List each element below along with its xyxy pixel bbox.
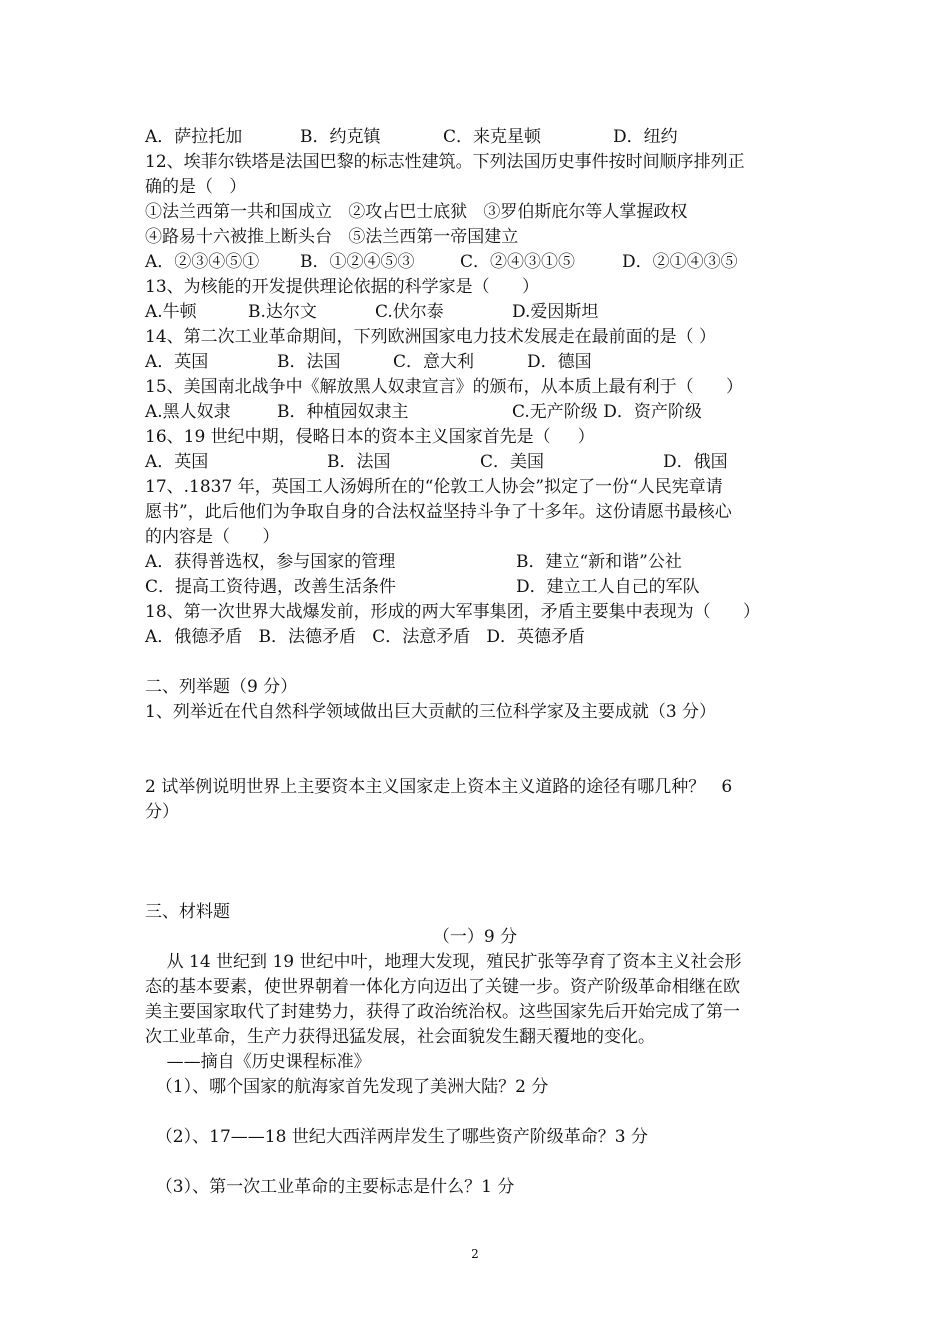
- q14-option-c: C．意大利: [393, 352, 475, 372]
- q16-option-c: C．美国: [480, 452, 545, 472]
- q13-option-c: C.伏尔泰: [375, 302, 444, 322]
- q13-option-d: D.爱因斯坦: [512, 302, 599, 322]
- q15-option-cd: C.无产阶级 D．资产阶级: [512, 402, 702, 422]
- q13-stem: 13、为核能的开发提供理论依据的科学家是（ ）: [145, 277, 540, 297]
- q14-stem: 14、第二次工业革命期间，下列欧洲国家电力技术发展走在最前面的是（ ）: [145, 327, 717, 347]
- q11-option-d: D．纽约: [613, 127, 678, 147]
- material-question1: （1）、哪个国家的航海家首先发现了美洲大陆？2 分: [145, 1077, 549, 1097]
- section2-question2-line1: 2 试举例说明世界上主要资本主义国家走上资本主义道路的途径有哪几种？ 6: [145, 777, 733, 797]
- q13-option-a: A.牛顿: [145, 302, 197, 322]
- q11-option-a: A．萨拉托加: [145, 127, 243, 147]
- q15-option-a: A.黑人奴隶: [145, 402, 231, 422]
- q17-stem-line1: 17、.1837 年，英国工人汤姆所在的“伦敦工人协会”拟定了一份“人民宪章请: [145, 477, 723, 497]
- material-paragraph-line1: 从 14 世纪到 19 世纪中叶，地理大发现，殖民扩张等孕育了资本主义社会形: [145, 952, 742, 972]
- q13-option-b: B.达尔文: [248, 302, 317, 322]
- q15-option-b: B．种植园奴隶主: [277, 402, 409, 422]
- q12-option-c: C．②④③①⑤: [460, 252, 576, 272]
- q14-option-d: D．德国: [527, 352, 592, 372]
- q11-option-c: C．来克星顿: [443, 127, 542, 147]
- material-question3: （3）、第一次工业革命的主要标志是什么？1 分: [145, 1177, 515, 1197]
- material-paragraph-line4: 次工业革命，生产力获得迅猛发展，社会面貌发生翻天覆地的变化。: [145, 1027, 655, 1047]
- q15-stem: 15、美国南北战争中《解放黑人奴隶宣言》的颁布，从本质上最有利于（ ）: [145, 377, 744, 397]
- q12-option-a: A．②③④⑤①: [145, 252, 260, 272]
- q16-option-b: B．法国: [327, 452, 391, 472]
- q17-option-a: A．获得普选权，参与国家的管理: [145, 552, 396, 572]
- material-source: ——摘自《历史课程标准》: [145, 1052, 371, 1072]
- material-paragraph-line2: 态的基本要素，使世界朝着一体化方向迈出了关键一步。资产阶级革命相继在欧: [145, 977, 740, 997]
- material-paragraph-line3: 美主要国家取代了封建势力，获得了政治统治权。这些国家先后开始完成了第一: [145, 1002, 740, 1022]
- section2-title: 二、列举题（9 分）: [145, 677, 298, 697]
- q12-stem-line2: 确的是（ ）: [145, 177, 247, 197]
- q12-option-d: D．②①④③⑤: [622, 252, 738, 272]
- q17-stem-line2: 愿书”，此后他们为争取自身的合法权益坚持斗争了十多年。这份请愿书最核心: [145, 502, 732, 522]
- q12-stem-line1: 12、埃菲尔铁塔是法国巴黎的标志性建筑。下列法国历史事件按时间顺序排列正: [145, 152, 745, 172]
- q16-option-a: A．英国: [145, 452, 209, 472]
- q17-option-c: C．提高工资待遇，改善生活条件: [145, 577, 397, 597]
- q16-stem: 16、19 世纪中期，侵略日本的资本主义国家首先是（ ）: [145, 427, 595, 447]
- q18-options: A．俄德矛盾 B．法德矛盾 C．法意矛盾 D．英德矛盾: [145, 627, 586, 647]
- section3-subtitle: （一）9 分: [432, 927, 518, 947]
- q12-events-line2: ④路易十六被推上断头台 ⑤法兰西第一帝国建立: [145, 227, 519, 247]
- q16-option-d: D．俄国: [663, 452, 728, 472]
- section2-question2-line2: 分）: [145, 802, 179, 822]
- q14-option-b: B．法国: [277, 352, 341, 372]
- q12-events-line1: ①法兰西第一共和国成立 ②攻占巴士底狱 ③罗伯斯庇尔等人掌握政权: [145, 202, 688, 222]
- q18-stem: 18、第一次世界大战爆发前，形成的两大军事集团，矛盾主要集中表现为（ ）: [145, 602, 761, 622]
- material-question2: （2）、17——18 世纪大西洋两岸发生了哪些资产阶级革命？3 分: [145, 1127, 649, 1147]
- q17-stem-line3: 的内容是（ ）: [145, 527, 280, 547]
- q12-option-b: B．①②④⑤③: [300, 252, 415, 272]
- q17-option-b: B．建立“新和谐”公社: [516, 552, 682, 572]
- q11-option-b: B．约克镇: [300, 127, 381, 147]
- section2-question1: 1、列举近在代自然科学领域做出巨大贡献的三位科学家及主要成就（3 分）: [145, 702, 717, 722]
- q14-option-a: A．英国: [145, 352, 209, 372]
- section3-title: 三、材料题: [145, 902, 230, 922]
- page-number: 2: [471, 1247, 479, 1261]
- q17-option-d: D．建立工人自己的军队: [516, 577, 700, 597]
